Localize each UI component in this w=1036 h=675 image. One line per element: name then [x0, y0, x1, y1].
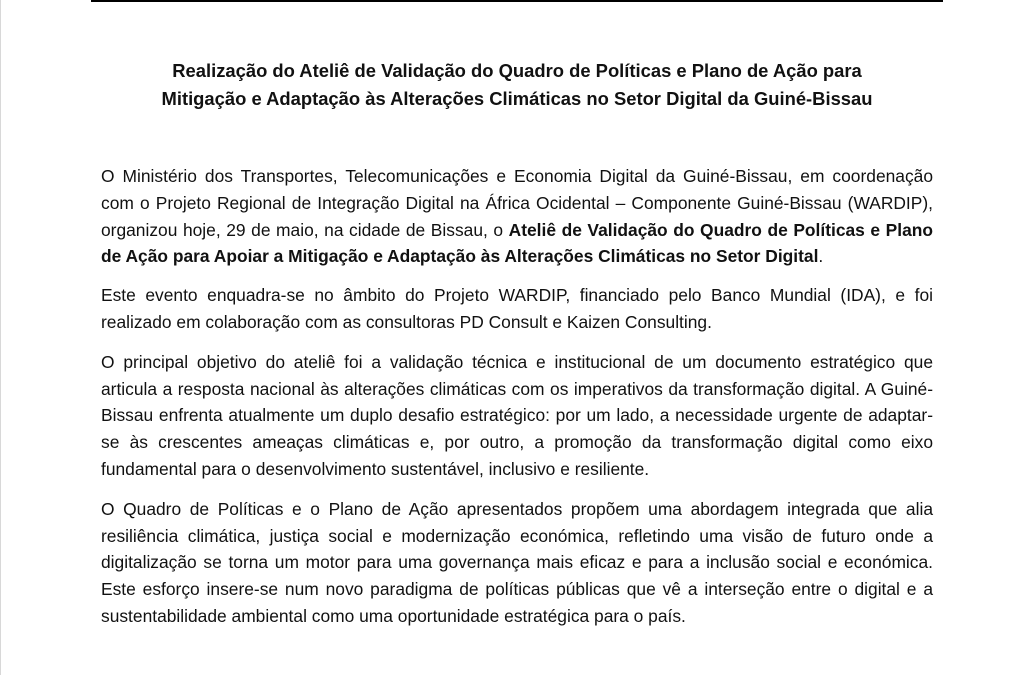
paragraph-intro-text: O Ministério dos Transportes, Telecomunicações e Economia Digital da Guiné-Bissau, em coordenação com o Projeto Regional de Integração Digital na África Ocidental – Componente Guiné-Bissau (WARDIP), organizou hoje, 29 de maio, na cidade de Bissau, o [101, 166, 933, 240]
title-line-1: Realização do Ateliê de Validação do Quadro de Políticas e Plano de Ação para [172, 60, 862, 81]
paragraph-intro-bold: Ateliê de Validação do Quadro de Políticas e Plano de Ação para Apoiar a Mitigação e Adaptação às Alterações Climáticas no Setor Digital [101, 219, 933, 267]
paragraph-context: Este evento enquadra-se no âmbito do Projeto WARDIP, financiado pelo Banco Mundial (IDA), e foi realizado em colaboração com as consultoras PD Consult e Kaizen Consulting. [101, 285, 933, 332]
paragraph-intro-end: . [818, 246, 824, 267]
paragraph-objective: O principal objetivo do ateliê foi a validação técnica e institucional de um documento estratégico que articula a resposta nacional às alterações climáticas com os imperativos da transformação digital. A Guiné-Bissau enfrenta atualmente um duplo desafio estratégico: por um lado, a necessidade urgente de adaptar-se às crescentes ameaças climáticas e, por outro, a promoção da transformação digital como eixo fundamental para o desenvolvimento sustentável, inclusivo e resiliente. [101, 351, 933, 479]
document-title [101, 57, 933, 113]
title-line-2: Mitigação e Adaptação às Alterações Climáticas no Setor Digital da Guiné-Bissau [161, 88, 873, 109]
paragraph-intro [101, 163, 933, 270]
paragraph-framework: O Quadro de Políticas e o Plano de Ação apresentados propõem uma abordagem integrada que alia resiliência climática, justiça social e modernização económica, refletindo uma visão de futuro onde a digitalização se torna um motor para uma governança mais eficaz e para a inclusão social e económica. Este esforço insere-se num novo paradigma de políticas públicas que vê a interseção entre o digital e a sustentabilidade ambiental como uma oportunidade estratégica para o país. [101, 498, 933, 626]
document-body [101, 163, 933, 643]
top-divider [91, 0, 943, 2]
